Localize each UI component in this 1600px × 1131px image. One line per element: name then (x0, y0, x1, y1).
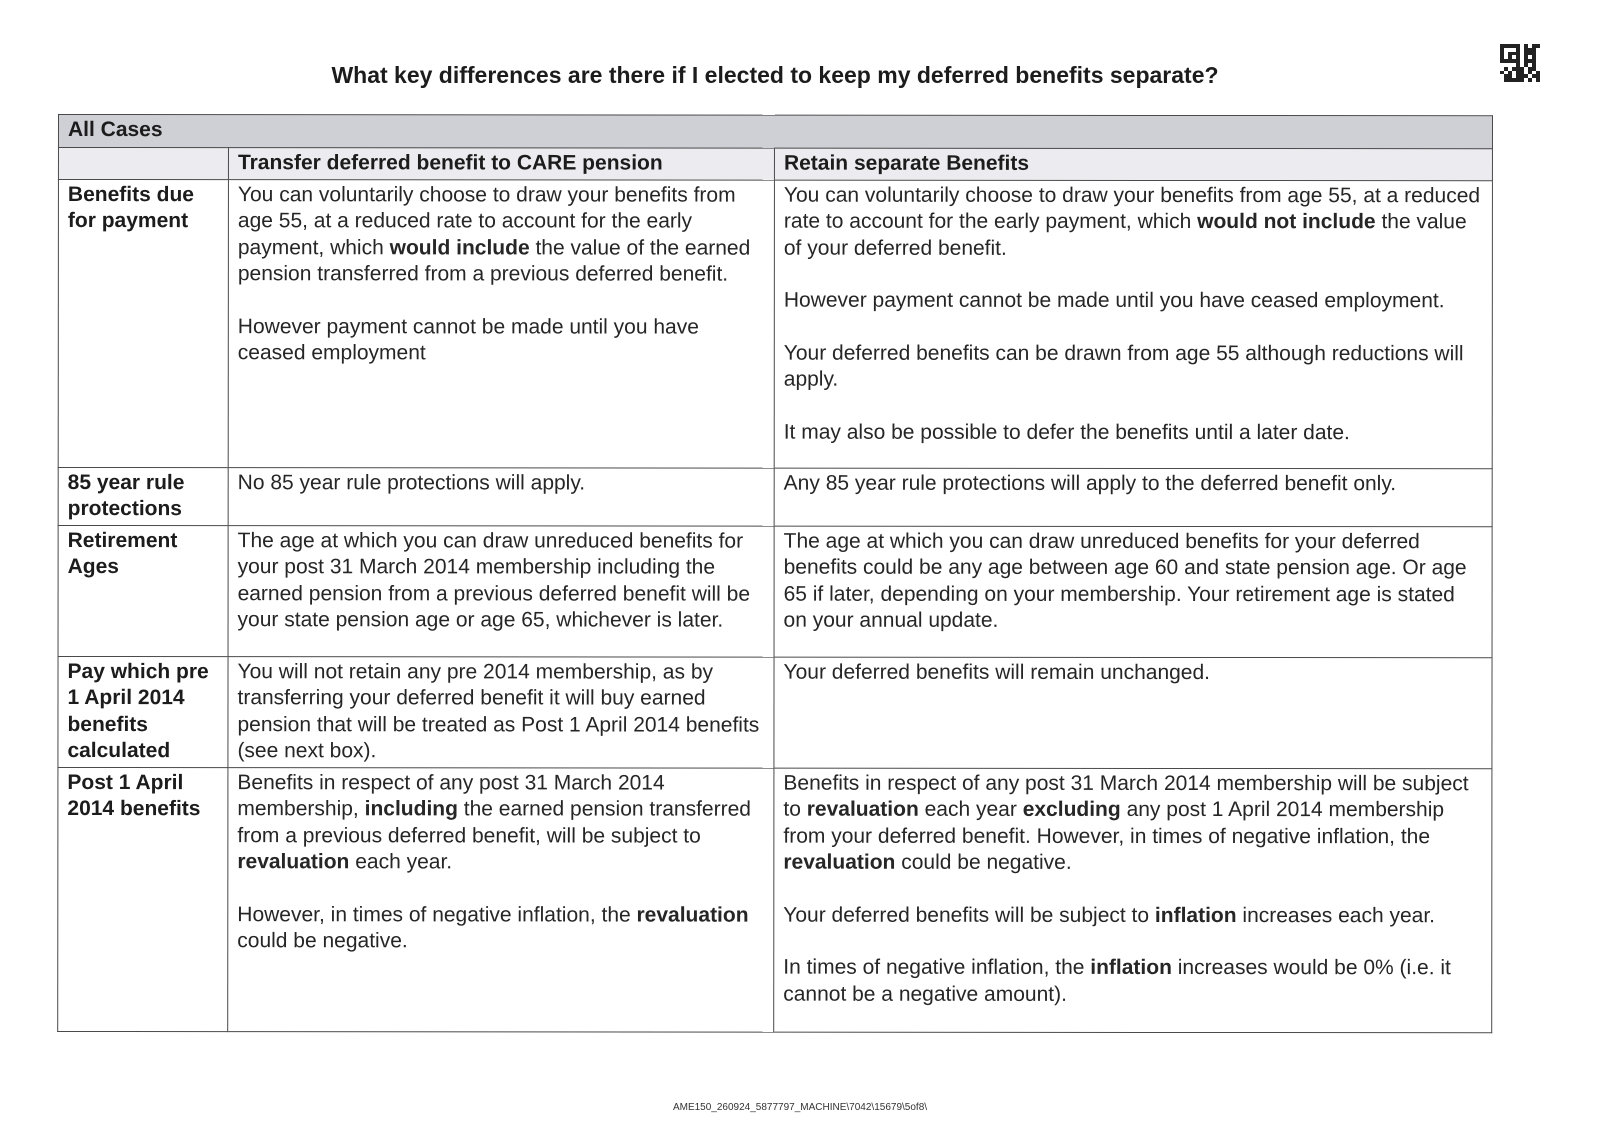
cell-transfer (228, 179, 774, 467)
row-label: Pay which pre 1 April 2014 benefits calculated (58, 656, 228, 767)
table-row (58, 656, 1492, 768)
document-reference: AME150_260924_5877797_MACHINE\7042\15679\5of8\ (672, 1102, 928, 1113)
cell-transfer (228, 525, 774, 656)
emphasis: revaluation (806, 797, 919, 821)
cell-paragraph: However, in times of negative inflation, the revaluation could be negative. (237, 902, 749, 953)
cell-paragraph: However payment cannot be made until you have ceased employment. (783, 288, 1445, 313)
column-header-retain: Retain separate Benefits (774, 148, 1492, 180)
cell-paragraph: Any 85 year rule protections will apply to the deferred benefit only. (783, 471, 1397, 495)
cell-transfer (228, 467, 774, 525)
cell-transfer (228, 656, 774, 767)
cell-paragraph: Your deferred benefits will remain unchanged. (783, 660, 1211, 684)
emphasis: excluding (1022, 797, 1121, 821)
page-title: What key differences are there if I elected to keep my deferred benefits separate? (331, 62, 1219, 88)
cell-retain (774, 468, 1492, 527)
table-row (58, 179, 1492, 468)
cell-retain (774, 180, 1492, 469)
section-heading: All Cases (58, 115, 1492, 149)
cell-paragraph: Benefits in respect of any post 31 March 2014 membership will be subject to revaluation each year excluding any post 1 April 2014 membership from your deferred benefit. However, in times of negative inflation, the revaluation could be negative. (783, 771, 1469, 874)
cell-paragraph: You can voluntarily choose to draw your benefits from age 55, at a reduced rate to account for the early payment, which would not include the value of your deferred benefit. (783, 183, 1481, 260)
cell-paragraph: The age at which you can draw unreduced benefits for your post 31 March 2014 membership including the earned pension from a previous deferred benefit will be your state pension age or age 65, whichever is later. (237, 528, 751, 632)
cell-transfer (228, 767, 774, 1031)
cell-paragraph: However payment cannot be made until you have ceased employment (237, 314, 699, 365)
row-label: 85 year rule protections (58, 467, 228, 525)
cell-retain (774, 526, 1492, 658)
emphasis: revaluation (636, 903, 749, 927)
cell-paragraph: You can voluntarily choose to draw your benefits from age 55, at a reduced rate to account for the early payment, which would include the value of the earned pension transferred from a previous deferred benefit. (237, 182, 751, 286)
cell-retain (774, 768, 1492, 1033)
row-label: Post 1 April 2014 benefits (58, 767, 228, 1031)
emphasis: inflation (1154, 903, 1237, 927)
cell-paragraph: The age at which you can draw unreduced benefits for your deferred benefits could be any age between age 60 and state pension age. Or age 65 if later, depending on your membership. Your retirement age is stated on your annual update. (783, 529, 1467, 632)
row-label: Retirement Ages (58, 525, 228, 656)
emphasis: inflation (1090, 955, 1172, 979)
cell-paragraph: Benefits in respect of any post 31 March 2014 membership, including the earned pension transferred from a previous deferred benefit, will be subject to revaluation each year. (237, 770, 751, 874)
cell-paragraph: No 85 year rule protections will apply. (237, 470, 586, 494)
section-heading-row (58, 115, 1492, 149)
comparison-table (57, 114, 1493, 1033)
table-row (58, 767, 1492, 1032)
cell-retain (774, 657, 1492, 769)
emphasis: revaluation (237, 850, 350, 874)
emphasis: would include (389, 235, 530, 259)
emphasis: including (364, 797, 458, 821)
cell-paragraph: It may also be possible to defer the benefits until a later date. (783, 420, 1350, 444)
table-row (58, 525, 1492, 657)
emphasis: would not include (1197, 209, 1376, 234)
table-row (58, 467, 1492, 526)
row-label: Benefits due for payment (58, 179, 228, 467)
cell-paragraph: Your deferred benefits can be drawn from age 55 although reductions will apply. (783, 341, 1464, 391)
qr-code-icon (1500, 44, 1540, 82)
cell-paragraph: In times of negative inflation, the inflation increases would be 0% (i.e. it cannot be a negative amount). (783, 955, 1451, 1006)
column-header-transfer: Transfer deferred benefit to CARE pension (228, 148, 774, 180)
cell-paragraph: Your deferred benefits will be subject to inflation increases each year. (783, 903, 1436, 927)
column-header-row (58, 148, 1492, 181)
cell-paragraph: You will not retain any pre 2014 membership, as by transferring your deferred benefit it will buy earned pension that will be treated as Post 1 April 2014 benefits (see next box). (237, 659, 760, 763)
column-header-empty (58, 148, 228, 180)
emphasis: revaluation (783, 850, 896, 874)
